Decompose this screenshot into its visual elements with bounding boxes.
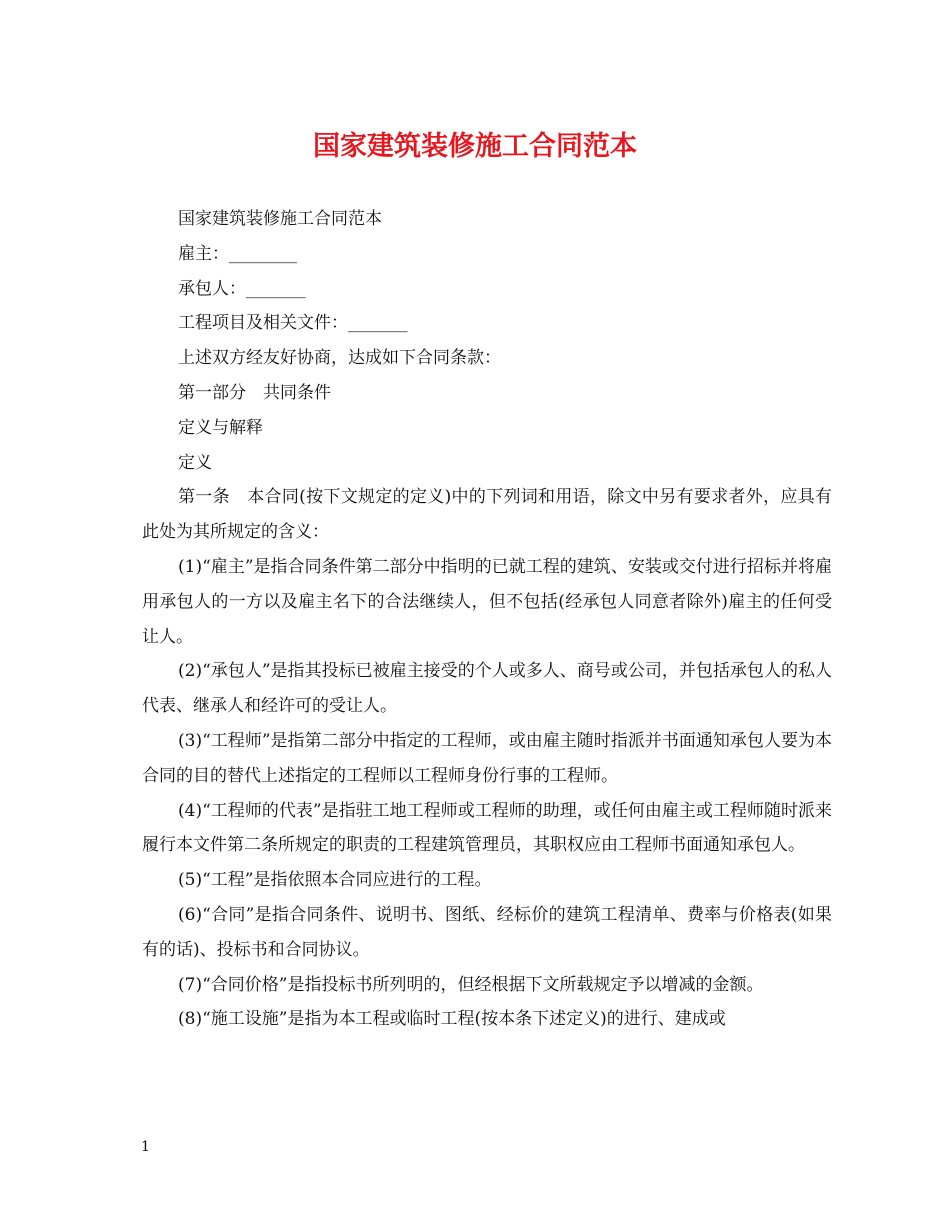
definition-contract: (6)“合同”是指合同条件、说明书、图纸、经标价的建筑工程清单、费率与价格表(如果有的话)、投标书和合同协议。 [142,904,832,960]
page-number: 1 [141,1139,150,1155]
article-one-paragraph: 第一条 本合同(按下文规定的定义)中的下列词和用语，除文中另有要求者外，应具有此处为其所规定的含义： [142,487,832,543]
definitions-heading: 定义 [178,452,212,473]
employer-line: 雇主：________ [178,243,297,264]
definition-engineer-representative: (4)“工程师的代表”是指驻工地工程师或工程师的助理，或任何由雇主或工程师随时派来履行本文件第二条所规定的职责的工程建筑管理员，其职权应由工程师书面通知承包人。 [142,800,832,856]
project-files-line: 工程项目及相关文件：_______ [178,313,408,334]
part-one-heading: 第一部分 共同条件 [178,382,331,403]
definition-contract-price: (7)“合同价格”是指投标书所列明的，但经根据下文所载规定予以增减的金额。 [178,974,764,995]
definition-constructional-plant: (8)“施工设施”是指为本工程或临时工程(按本条下述定义)的进行、建成或 [178,1009,726,1030]
definition-contractor: (2)“承包人”是指其投标已被雇主接受的个人或多人、商号或公司，并包括承包人的私人代表、继承人和经许可的受让人。 [142,661,832,717]
contractor-line: 承包人：_______ [178,278,306,299]
definitions-interpretation-heading: 定义与解释 [178,417,263,438]
agreement-intro-line: 上述双方经友好协商，达成如下合同条款： [178,348,501,369]
document-body [142,202,832,1037]
definition-employer: (1)“雇主”是指合同条件第二部分中指明的已就工程的建筑、安装或交付进行招标并将雇用承包人的一方以及雇主名下的合法继续人，但不包括(经承包人同意者除外)雇主的任何受让人。 [142,556,832,647]
document-heading-line: 国家建筑装修施工合同范本 [178,209,382,229]
definition-engineer: (3)“工程师”是指第二部分中指定的工程师，或由雇主随时指派并书面通知承包人要为本合同的目的替代上述指定的工程师以工程师身份行事的工程师。 [142,730,832,786]
page-title: 国家建筑装修施工合同范本 [313,131,637,162]
definition-works: (5)“工程”是指依照本合同应进行的工程。 [178,870,492,891]
